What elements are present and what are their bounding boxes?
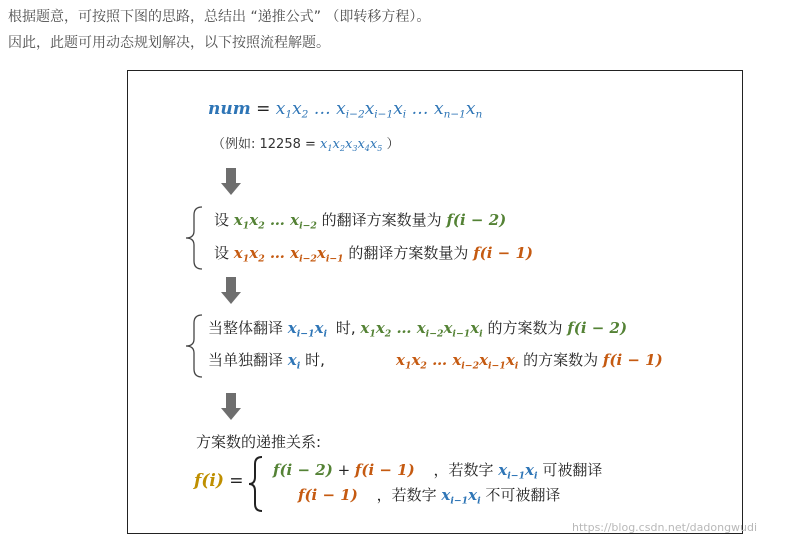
def1-sequence: $x_1x_2$ … $x_{i-2}$ <box>233 211 317 232</box>
rec1-condition-b: 可被翻译 <box>542 461 603 479</box>
def2-result: f(i − 1) <box>473 244 533 262</box>
example-text: （例如: 12258 = <box>212 137 316 152</box>
num-digit-sequence: $x_1x_2$ … $x_{i-2}x_{i-1}x_i$ … $x_{n-1}x_n$ <box>275 99 483 121</box>
case-row-2-right <box>396 349 663 371</box>
def1-result: f(i − 2) <box>446 211 507 229</box>
num-definition: num = $x_1x_2$ … $x_{i-2}x_{i-1}x_i$ … $x_{n-1}x_n$ <box>208 99 483 121</box>
rec2-condition-a: ，若数字 <box>376 486 437 504</box>
def1-prefix: 设 <box>214 211 230 229</box>
recurrence-case-2 <box>298 484 560 506</box>
recurrence-title: 方案数的递推关系: <box>196 433 322 451</box>
down-arrow-icon <box>221 393 241 421</box>
rec1-pair: $x_{i-1}x_i$ <box>498 461 538 482</box>
case-row-2 <box>208 349 325 371</box>
def1-suffix: 的翻译方案数量为 <box>321 211 442 229</box>
rec2-pair: $x_{i-1}x_i$ <box>441 486 481 507</box>
watermark: https://blog.csdn.net/dadongwudi <box>572 521 758 534</box>
num-label: num <box>208 99 251 119</box>
intro-line-2: 因此，此题可用动态规划解决，以下按照流程解题。 <box>8 35 330 51</box>
case1-prefix: 当整体翻译 <box>208 319 284 337</box>
down-arrow-icon <box>221 168 241 196</box>
case2-suffix: 的方案数为 <box>523 351 599 369</box>
rec2-condition-b: 不可被翻译 <box>485 486 561 504</box>
rec1-condition-a: ，若数字 <box>433 461 494 479</box>
left-brace-1 <box>182 205 206 271</box>
rec2-expr: f(i − 1) <box>298 486 358 504</box>
left-brace-2 <box>182 313 206 379</box>
case2-sequence: $x_1x_2$ … $x_{i-2}x_{i-1}x_i$ <box>396 351 519 372</box>
definition-row-2 <box>214 242 533 264</box>
case2-prefix: 当单独翻译 <box>208 351 284 369</box>
case1-suffix: 的方案数为 <box>487 319 563 337</box>
down-arrow-icon <box>221 277 241 305</box>
case2-digit: $x_i$ <box>287 351 301 372</box>
def2-prefix: 设 <box>214 244 230 262</box>
intro-line-1: 根据题意，可按照下图的思路，总结出 “递推公式” （即转移方程）。 <box>8 9 431 25</box>
rec1-expr-a: f(i − 2) <box>273 461 333 479</box>
case1-sequence: $x_1x_2$ … $x_{i-2}x_{i-1}x_i$ <box>360 319 483 340</box>
case1-result: f(i − 2) <box>567 319 628 337</box>
case-row-1 <box>208 317 627 339</box>
recurrence-case-1: f(i − 2) + f(i − 1) ，若数字 $x_{i-1}x_i$ 可被翻译 <box>273 461 603 482</box>
example-digits: $x_1x_2x_3x_4x_5$ <box>320 137 383 153</box>
def2-suffix: 的翻译方案数量为 <box>348 244 469 262</box>
case2-time: 时, <box>305 351 325 369</box>
recurrence-lhs: f(i) = <box>194 471 244 491</box>
recurrence-brace <box>246 455 266 513</box>
definition-row-1 <box>214 209 506 231</box>
example-line <box>212 133 400 153</box>
def2-sequence: $x_1x_2$ … $x_{i-2}x_{i-1}$ <box>233 244 344 265</box>
fi-label: f(i) <box>194 471 224 491</box>
case2-result: f(i − 1) <box>602 351 663 369</box>
case1-time: 时, <box>335 319 356 337</box>
example-close: ） <box>386 137 400 152</box>
derivation-diagram <box>127 70 743 534</box>
case1-pair: $x_{i-1}x_i$ <box>287 319 328 340</box>
rec1-expr-b: f(i − 1) <box>354 461 415 479</box>
